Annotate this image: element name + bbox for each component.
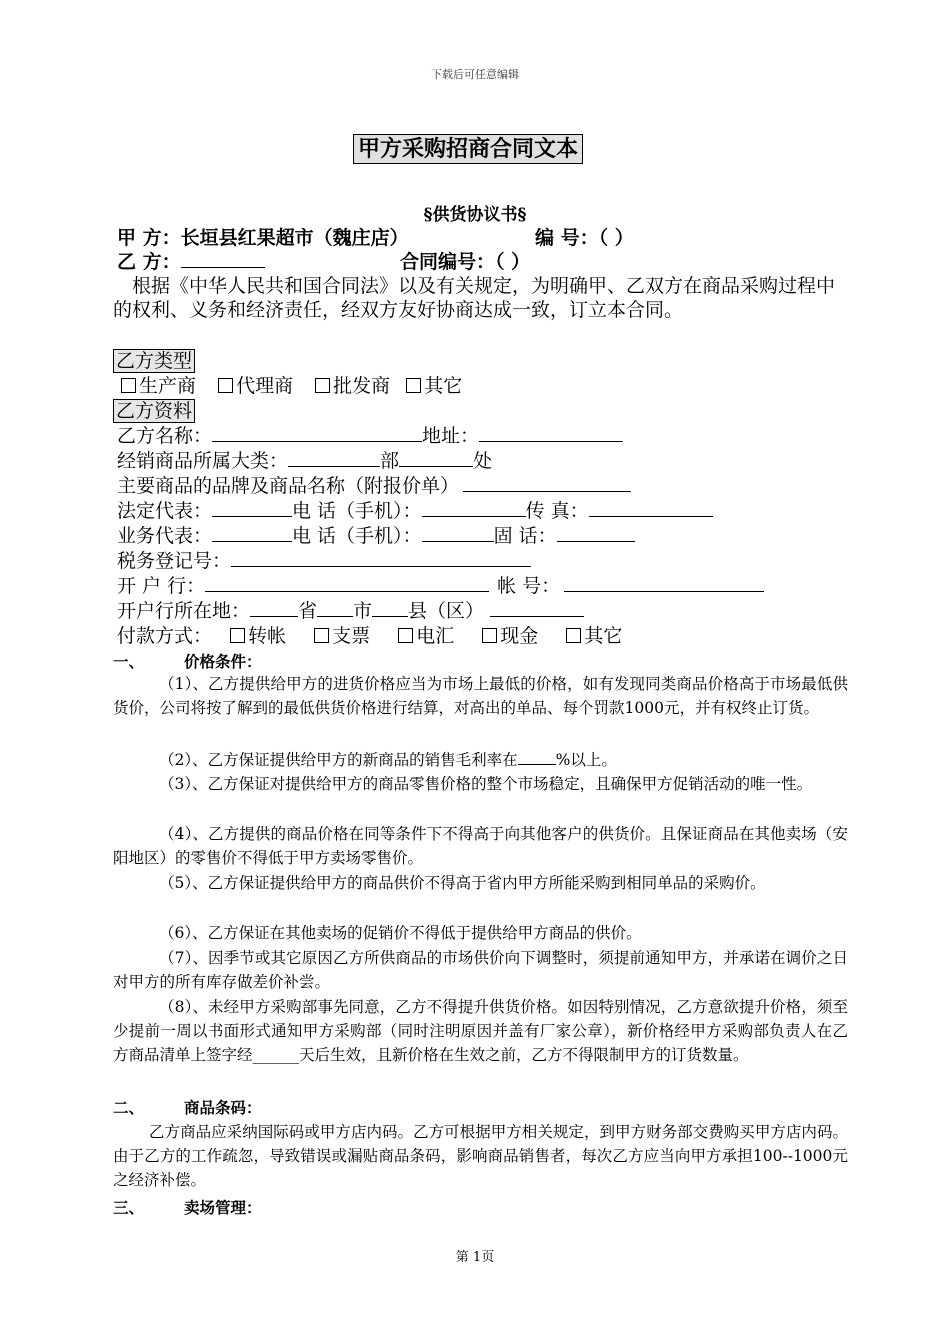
city-field[interactable]: [317, 599, 353, 617]
party-a-name: 长垣县红果超市（魏庄店）: [180, 227, 409, 249]
bank-field[interactable]: [205, 574, 489, 592]
price-item-7: （7）、因季节或其它原因乙方所供商品的市场供价向下调整时，须提前通知甲方，并承诺在调价之日对甲方的所有库存做差价补尝。: [113, 949, 848, 991]
row-tax: 税务登记号：: [117, 549, 531, 573]
payment-telegraph[interactable]: 电汇: [398, 625, 454, 647]
name-field[interactable]: [212, 424, 422, 442]
row-bank: 开 户 行： 帐 号：: [117, 574, 764, 598]
checkbox-icon[interactable]: [314, 628, 329, 643]
account-field[interactable]: [564, 574, 764, 592]
checkbox-icon[interactable]: [406, 378, 421, 393]
page-footer: 第 1页: [455, 1250, 495, 1265]
margin-rate-field[interactable]: [518, 746, 556, 765]
type-section-label-wrap: [113, 349, 195, 373]
section-store-heading: 三、 卖场管理：: [113, 1198, 262, 1217]
party-a-label: 甲 方：: [117, 227, 181, 249]
checkbox-icon[interactable]: [121, 378, 136, 393]
row-name-address: 乙方名称： 地址：: [117, 424, 623, 448]
type-options: [121, 374, 462, 398]
landline-field[interactable]: [557, 524, 635, 542]
checkbox-icon[interactable]: [230, 628, 245, 643]
intro-paragraph: 根据《中华人民共和国合同法》以及有关规定，为明确甲、乙双方在商品采购过程中的权利、义务和经济责任，经双方友好协商达成一致，订立本合同。: [113, 275, 836, 321]
province-field[interactable]: [250, 599, 298, 617]
type-option-producer[interactable]: 生产商: [121, 375, 196, 397]
checkbox-icon[interactable]: [315, 378, 330, 393]
party-a-number: 编 号：（ ）: [535, 227, 634, 249]
party-b-line: [117, 250, 265, 274]
info-section-label: 乙方资料: [113, 399, 195, 423]
type-section-label: 乙方类型: [113, 349, 195, 373]
type-option-other[interactable]: 其它: [406, 375, 462, 397]
row-category: 经销商品所属大类： 部 处: [117, 450, 493, 472]
fax-field[interactable]: [589, 499, 713, 517]
document-title: 甲方采购招商合同文本: [353, 134, 583, 164]
price-item-2: （2）、乙方保证提供给甲方的新商品的销售毛利率在 %以上。: [113, 746, 848, 772]
row-bank-location: 开户行所在地： 省 市 县（区）: [117, 599, 584, 623]
row-biz-rep: 业务代表： 电 话（手机）： 固 话：: [117, 524, 635, 548]
header-note: 下载后可任意编辑: [431, 68, 519, 81]
document-subtitle: §供货协议书§: [423, 205, 527, 225]
type-option-wholesaler[interactable]: 批发商: [315, 375, 390, 397]
row-legal-rep: 法定代表： 电 话（手机）： 传 真：: [117, 499, 713, 523]
row-brand: 主要商品的品牌及商品名称（附报价单）: [117, 474, 631, 498]
address-field[interactable]: [479, 424, 623, 442]
price-item-5: （5）、乙方保证提供给甲方的商品供价不得高于省内甲方所能采购到相同单品的采购价。: [159, 874, 766, 892]
section-price-heading: 一、 价格条件：: [113, 652, 262, 671]
type-option-agent[interactable]: 代理商: [218, 375, 293, 397]
tax-field[interactable]: [231, 549, 531, 567]
barcode-paragraph: 乙方商品应采纳国际码或甲方店内码。乙方可根据甲方相关规定，到甲方财务部交费购买甲方店内码。由于乙方的工作疏忽，导致错误或漏贴商品条码，影响商品销售者，每次乙方应当向甲方承担100--1000元之经济补偿。: [113, 1123, 848, 1189]
payment-cheque[interactable]: 支票: [314, 625, 370, 647]
party-b-contract-number: 合同编号：（ ）: [400, 251, 531, 273]
legal-rep-field[interactable]: [212, 499, 292, 517]
price-item-1: （1）、乙方提供给甲方的进货价格应当为市场上最低的价格，如有发现同类商品价格高于市场最低供货价，公司将按了解到的最低供货价格进行结算，对高出的单品、每个罚款1000元，并有权终止订货。: [113, 675, 848, 717]
price-item-8: （8）、未经甲方采购部事先同意，乙方不得提升供货价格。如因特别情况，乙方意欲提升价格，须至少提前一周以书面形式通知甲方采购部（同时注明原因并盖有厂家公章），新价格经甲方采购部负责人在乙方商品清单上签字经______天后生效，且新价格在生效之前，乙方不得限制甲方的订货数量。: [113, 998, 848, 1064]
legal-rep-phone-field[interactable]: [422, 499, 526, 517]
price-item-4: （4）、乙方提供的商品价格在同等条件下不得高于向其他客户的供货价。且保证商品在其他卖场（安阳地区）的零售价不得低于甲方卖场零售价。: [113, 825, 848, 867]
price-item-6: （6）、乙方保证在其他卖场的促销价不得低于提供给甲方商品的供价。: [159, 924, 642, 942]
checkbox-icon[interactable]: [398, 628, 413, 643]
payment-cash[interactable]: 现金: [482, 625, 538, 647]
biz-rep-field[interactable]: [212, 524, 292, 542]
party-a-line: [117, 226, 409, 250]
section-barcode-heading: 二、 商品条码：: [113, 1098, 262, 1117]
county-field[interactable]: [372, 599, 408, 617]
checkbox-icon[interactable]: [566, 628, 581, 643]
party-b-blank[interactable]: [181, 250, 265, 268]
biz-rep-phone-field[interactable]: [422, 524, 494, 542]
brand-field[interactable]: [463, 474, 631, 492]
row-payment: 付款方式： 转帐 支票 电汇 现金 其它: [117, 625, 623, 647]
checkbox-icon[interactable]: [218, 378, 233, 393]
info-section-label-wrap: [113, 399, 195, 423]
county-extra-field[interactable]: [490, 599, 584, 617]
party-b-label: 乙 方：: [117, 251, 181, 273]
checkbox-icon[interactable]: [482, 628, 497, 643]
payment-transfer[interactable]: 转帐: [230, 625, 286, 647]
payment-other[interactable]: 其它: [566, 625, 622, 647]
dept-field[interactable]: [399, 449, 473, 467]
category-field[interactable]: [288, 449, 380, 467]
price-item-3: （3）、乙方保证对提供给甲方的商品零售价格的整个市场稳定，且确保甲方促销活动的唯一性。: [159, 775, 813, 793]
